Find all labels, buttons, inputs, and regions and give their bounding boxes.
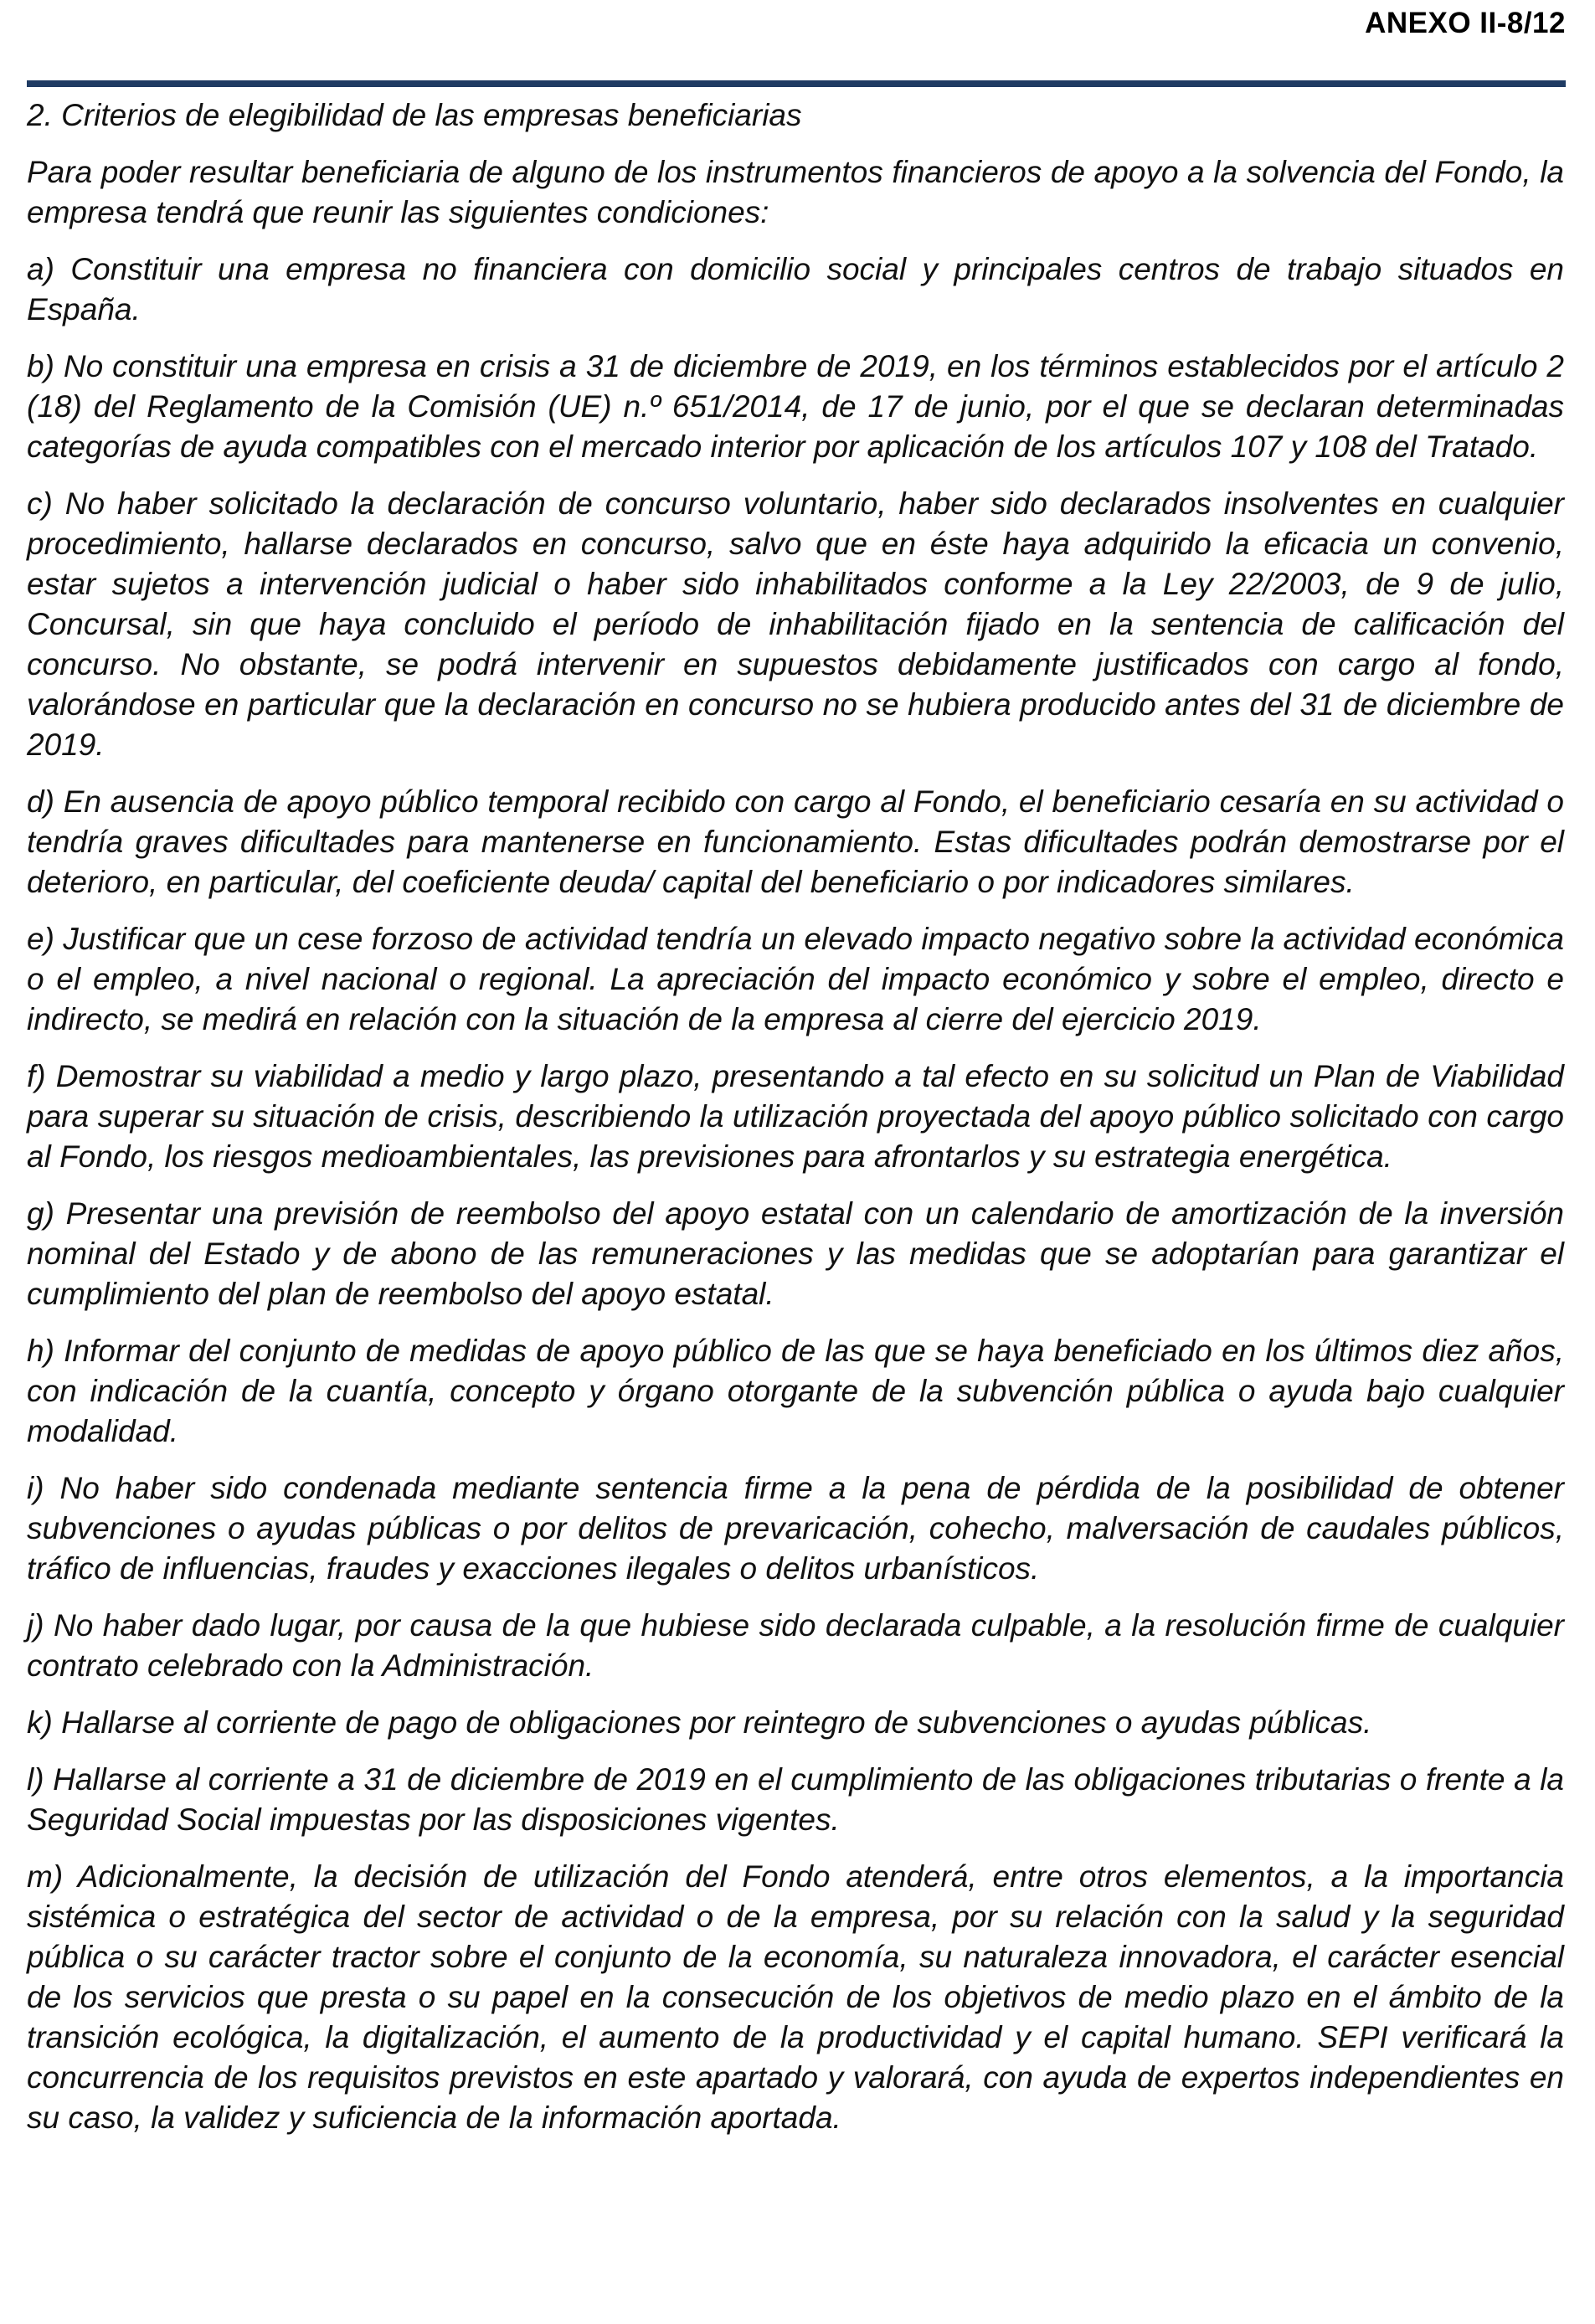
- criterion-k: k) Hallarse al corriente de pago de obligaciones por reintegro de subvenciones o ayudas públicas.: [27, 1705, 1372, 1740]
- criterion-f: f) Demostrar su viabilidad a medio y largo plazo, presentando a tal efecto en su solicitud un Plan de Viabilidad para superar su situación de crisis, describiendo la utilización proyectada del apoyo público solicitado con cargo al Fondo, los riesgos medioambientales, las previsiones para afrontarlos y su estrategia energética.: [27, 1059, 1564, 1174]
- header-rule: [27, 80, 1566, 87]
- document-body: [27, 95, 1564, 2155]
- criterion-i: i) No haber sido condenada mediante sentencia firme a la pena de pérdida de la posibilidad de obtener subvenciones o ayudas públicas o por delitos de prevaricación, cohecho, malversación de caudales públicos, tráfico de influencias, fraudes y exacciones ilegales o delitos urbanísticos.: [27, 1471, 1564, 1586]
- criterion-c: c) No haber solicitado la declaración de concurso voluntario, haber sido declarados insolventes en cualquier procedimiento, hallarse declarados en concurso, salvo que en éste haya adquirido la eficacia un convenio, estar sujetos a intervención judicial o haber sido inhabilitados conforme a la Ley 22/2003, de 9 de julio, Concursal, sin que haya concluido el período de inhabilitación fijado en la sentencia de calificación del concurso. No obstante, se podrá intervenir en supuestos debidamente justificados con cargo al fondo, valorándose en particular que la declaración en concurso no se hubiera producido antes del 31 de diciembre de 2019.: [27, 486, 1564, 762]
- section-title: 2. Criterios de elegibilidad de las empresas beneficiarias: [27, 98, 802, 132]
- criterion-b: b) No constituir una empresa en crisis a 31 de diciembre de 2019, en los términos establecidos por el artículo 2 (18) del Reglamento de la Comisión (UE) n.º 651/2014, de 17 de junio, por el que se declaran determinadas categorías de ayuda compatibles con el mercado interior por aplicación de los artículos 107 y 108 del Tratado.: [27, 349, 1564, 464]
- annex-label: ANEXO II-8/12: [1365, 7, 1566, 39]
- criterion-g: g) Presentar una previsión de reembolso del apoyo estatal con un calendario de amortización de la inversión nominal del Estado y de abono de las remuneraciones y las medidas que se adoptarían para garantizar el cumplimiento del plan de reembolso del apoyo estatal.: [27, 1196, 1564, 1311]
- intro-paragraph: Para poder resultar beneficiaria de alguno de los instrumentos financieros de apoyo a la solvencia del Fondo, la empresa tendrá que reunir las siguientes condiciones:: [27, 155, 1564, 229]
- criterion-l: l) Hallarse al corriente a 31 de diciembre de 2019 en el cumplimiento de las obligaciones tributarias o frente a la Seguridad Social impuestas por las disposiciones vigentes.: [27, 1762, 1564, 1837]
- criterion-h: h) Informar del conjunto de medidas de apoyo público de las que se haya beneficiado en los últimos diez años, con indicación de la cuantía, concepto y órgano otorgante de la subvención pública o ayuda bajo cualquier modalidad.: [27, 1334, 1564, 1448]
- criterion-m: m) Adicionalmente, la decisión de utilización del Fondo atenderá, entre otros elementos, a la importancia sistémica o estratégica del sector de actividad o de la empresa, por su relación con la salud y la seguridad pública o su carácter tractor sobre el conjunto de la economía, su naturaleza innovadora, el carácter esencial de los servicios que presta o su papel en la consecución de los objetivos de medio plazo en el ámbito de la transición ecológica, la digitalización, el aumento de la productividad y el capital humano. SEPI verificará la concurrencia de los requisitos previstos en este apartado y valorará, con ayuda de expertos independientes en su caso, la validez y suficiencia de la información aportada.: [27, 1859, 1564, 2135]
- criterion-d: d) En ausencia de apoyo público temporal recibido con cargo al Fondo, el beneficiario cesaría en su actividad o tendría graves dificultades para mantenerse en funcionamiento. Estas dificultades podrán demostrarse por el deterioro, en particular, del coeficiente deuda/ capital del beneficiario o por indicadores similares.: [27, 784, 1564, 899]
- criterion-j: j) No haber dado lugar, por causa de la que hubiese sido declarada culpable, a la resolución firme de cualquier contrato celebrado con la Administración.: [27, 1608, 1564, 1683]
- criterion-e: e) Justificar que un cese forzoso de actividad tendría un elevado impacto negativo sobre la actividad económica o el empleo, a nivel nacional o regional. La apreciación del impacto económico y sobre el empleo, directo e indirecto, se medirá en relación con la situación de la empresa al cierre del ejercicio 2019.: [27, 922, 1564, 1036]
- criterion-a: a) Constituir una empresa no financiera con domicilio social y principales centros de trabajo situados en España.: [27, 252, 1564, 326]
